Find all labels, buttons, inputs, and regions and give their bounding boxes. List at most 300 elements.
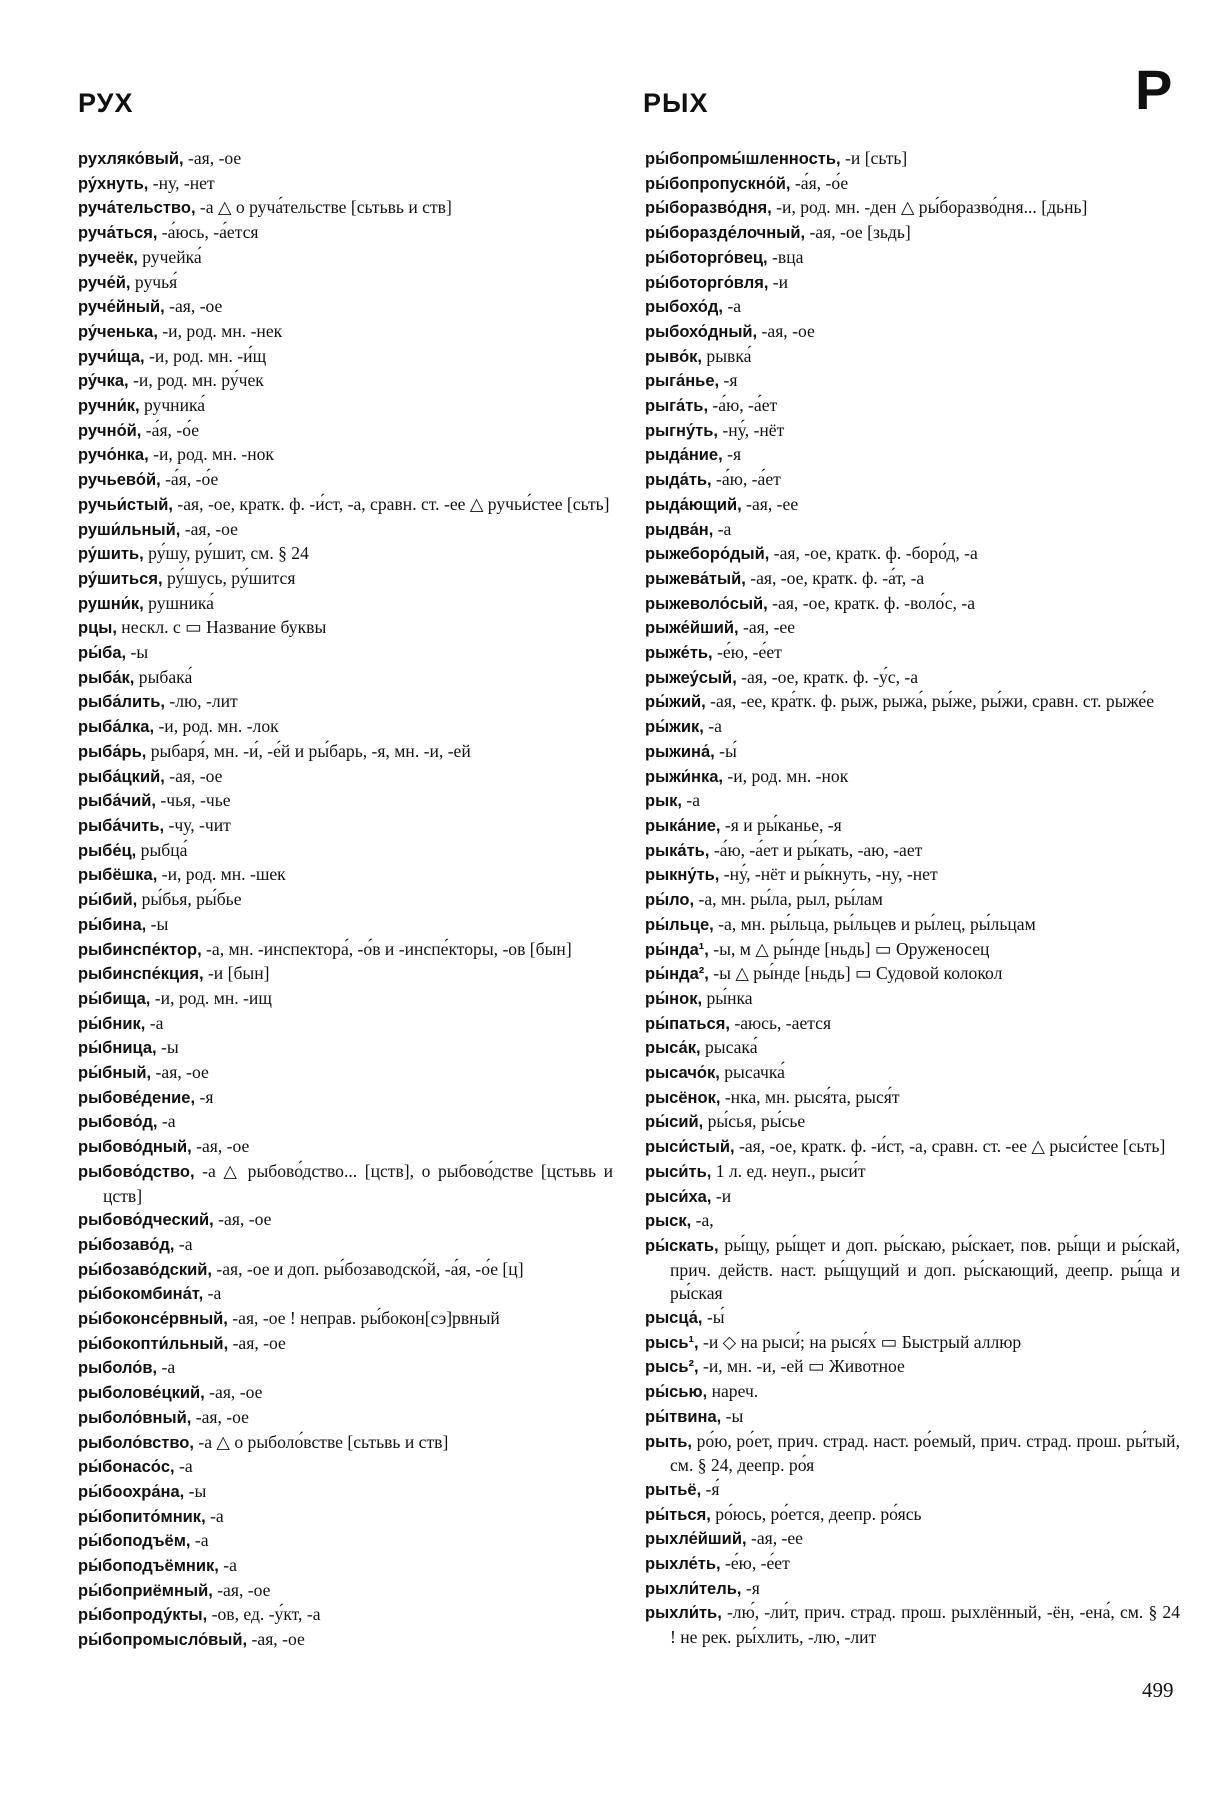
dictionary-entry <box>645 172 1180 197</box>
entry-text: -ну́, -нёт и ры́кнуть, -ну, -нет <box>719 864 938 885</box>
entry-headword: рысь¹, <box>645 1333 699 1352</box>
entry-text: -а <box>682 790 701 811</box>
entry-text: -и <box>711 1185 732 1206</box>
entry-headword: рыда́ющий, <box>645 495 742 514</box>
dictionary-entry <box>645 493 1180 518</box>
dictionary-entry <box>645 740 1180 765</box>
entry-text: -а <box>205 1505 224 1526</box>
entry-headword: ры́бница, <box>78 1039 157 1058</box>
dictionary-entry <box>645 863 1180 888</box>
entry-headword: ры́боторго́вец, <box>645 248 768 267</box>
entry-headword: ры́бий, <box>78 891 138 910</box>
dictionary-entry <box>645 839 1180 864</box>
entry-text: -а <box>157 1111 176 1132</box>
right-column <box>645 147 1185 1650</box>
entry-text: ручья́ <box>130 271 178 292</box>
dictionary-entry <box>78 1579 613 1604</box>
entry-text: -ы <box>126 642 149 663</box>
entry-text: -ая, -ое <box>757 320 815 341</box>
entry-text: рыбца́ <box>136 839 188 860</box>
dictionary-entry <box>645 320 1180 345</box>
entry-text: ручейка́ <box>137 246 202 267</box>
entry-text: -ов, ед. -у́кт, -а <box>207 1604 321 1625</box>
entry-headword: ры́бопромы́шленность, <box>645 150 841 168</box>
entry-text: -я <box>719 370 738 391</box>
entry-text: -ы́ <box>702 1307 725 1328</box>
entry-headword: ручно́й, <box>78 421 142 440</box>
entry-text: рыбаря́, мн. -и́, -е́й и ры́барь, -я, мн. -и, -ей <box>146 740 471 761</box>
entry-text: -ая, -ее <box>738 617 796 638</box>
entry-text: ры́сья, ры́сье <box>703 1111 806 1132</box>
dictionary-entry <box>645 1185 1180 1210</box>
entry-headword: рыба́лка, <box>78 718 155 737</box>
entry-text: -ы <box>156 1037 179 1058</box>
dictionary-entry <box>78 345 613 370</box>
entry-text: -ая, -ое <box>213 1209 272 1230</box>
entry-text: -ая, -ое <box>180 518 238 539</box>
entry-headword: ры́бозаво́д, <box>78 1235 175 1254</box>
dictionary-entry <box>78 592 613 617</box>
entry-headword: рыгну́ть, <box>645 421 718 440</box>
entry-headword: рыбово́дство, <box>78 1162 195 1181</box>
entry-text: -а, мн. ры́льца, ры́льцев и ры́лец, ры́льцам <box>713 913 1036 934</box>
entry-headword: рыболо́в, <box>78 1359 158 1378</box>
dictionary-entry <box>78 938 613 963</box>
entry-headword: ры́боразво́дня, <box>645 199 772 218</box>
entry-text: -ая, -ое <box>247 1629 305 1650</box>
dictionary-entry <box>645 1577 1180 1602</box>
entry-headword: рыси́ть, <box>645 1162 712 1181</box>
entry-text: -ая, -ое <box>212 1579 271 1600</box>
entry-text: -и, род. мн. -нек <box>157 320 283 341</box>
dictionary-entry <box>645 1503 1180 1528</box>
dictionary-entry <box>78 1135 613 1160</box>
entry-text: -а △ о рыболо́встве [сьтьвь и ств] <box>193 1431 449 1452</box>
dictionary-entry <box>78 1505 613 1530</box>
dictionary-entry <box>645 295 1180 320</box>
entry-headword: рыболо́вный, <box>78 1408 192 1427</box>
dictionary-entry <box>78 369 613 394</box>
entry-headword: руши́льный, <box>78 520 181 539</box>
entry-text: ручника́ <box>139 395 206 416</box>
entry-headword: ру́ченька, <box>78 322 158 341</box>
dictionary-entry <box>78 616 613 641</box>
dictionary-entry <box>645 1110 1180 1135</box>
dictionary-entry <box>645 1160 1180 1185</box>
dictionary-entry <box>645 1036 1180 1061</box>
entry-headword: рыда́ние, <box>645 446 723 465</box>
entry-text: -ы <box>184 1480 207 1501</box>
entry-headword: рыба́к, <box>78 668 135 687</box>
dictionary-entry <box>78 1356 613 1381</box>
entry-headword: ры́бокомбина́т, <box>78 1285 204 1304</box>
entry-text: -ая, -ое, кратк. ф. -боро́д, -а <box>769 543 978 564</box>
entry-headword: рык, <box>645 792 683 811</box>
entry-text: -аюсь, -ается <box>729 1012 832 1033</box>
entry-headword: ручни́к, <box>78 397 140 416</box>
dictionary-entry <box>78 1480 613 1505</box>
page-number: 499 <box>1142 1678 1174 1702</box>
entry-headword: рыба́чить, <box>78 816 165 835</box>
dictionary-entry <box>645 789 1180 814</box>
entry-text: -я и ры́канье, -я <box>720 814 842 835</box>
entry-text: -ая, -ое и доп. ры́бозаводско́й, -а́я, -о́е [ц] <box>211 1258 524 1279</box>
dictionary-entry <box>645 394 1180 419</box>
dictionary-entry <box>645 1306 1180 1331</box>
dictionary-entry <box>645 1405 1180 1430</box>
entry-text: -е́ю, -е́ет <box>720 1553 790 1574</box>
section-letter: Р <box>1135 58 1173 121</box>
entry-headword: ры́бища, <box>78 989 151 1008</box>
entry-text: -и, род. мн. -шек <box>157 864 286 885</box>
dictionary-entry <box>78 518 613 543</box>
entry-headword: рыжеволо́сый, <box>645 594 768 613</box>
dictionary-entry <box>78 1529 613 1554</box>
entry-headword: рыкну́ть, <box>645 866 720 885</box>
entry-text: -и, род. мн. -и́щ <box>144 345 267 366</box>
dictionary-entry <box>78 567 613 592</box>
dictionary-entry <box>78 1554 613 1579</box>
dictionary-entry <box>78 542 613 567</box>
entry-headword: рыхле́ть, <box>645 1555 721 1574</box>
dictionary-entry <box>78 320 613 345</box>
dictionary-entry <box>78 765 613 790</box>
entry-headword: ры́бопроду́кты, <box>78 1606 208 1625</box>
entry-headword: ручьи́стый, <box>78 495 173 514</box>
entry-headword: ры́бопромысло́вый, <box>78 1631 248 1650</box>
entry-text: -ая, -ее, кра́тк. ф. рыж, рыжа́, ры́же, ры́жи, сравн. ст. рыже́е <box>705 691 1155 712</box>
entry-headword: ручи́ща, <box>78 347 145 366</box>
entry-text: -и [сьть] <box>840 148 908 168</box>
entry-headword: рыбинспе́ктор, <box>78 940 202 959</box>
entry-text: ро́юсь, ро́ется, деепр. ро́ясь <box>710 1503 922 1524</box>
dictionary-entry <box>78 962 613 987</box>
entry-text: -а, мн. -инспектора́, -о́в и -инспе́кторы, -ов [бын] <box>201 938 572 959</box>
entry-text: -чу, -чит <box>164 814 231 835</box>
entry-headword: рыка́ние, <box>645 816 721 835</box>
dictionary-entry <box>645 1135 1180 1160</box>
dictionary-entry <box>78 1036 613 1061</box>
dictionary-entry <box>645 962 1180 987</box>
entry-headword: ры́боохра́на, <box>78 1482 185 1501</box>
entry-headword: руче́йный, <box>78 298 165 317</box>
entry-headword: рыса́к, <box>645 1039 701 1058</box>
dictionary-entry <box>78 493 613 518</box>
entry-headword: рцы, <box>78 619 117 638</box>
entry-headword: ры́нда², <box>645 965 709 984</box>
entry-text: нескл. с ▭ Название буквы <box>116 617 327 638</box>
entry-headword: рыбове́дение, <box>78 1088 196 1107</box>
dictionary-entry <box>78 1431 613 1456</box>
entry-headword: рыси́стый, <box>645 1138 735 1157</box>
entry-text: -ая, -ее <box>746 1528 803 1549</box>
entry-text: -а <box>703 716 722 737</box>
dictionary-entry <box>78 147 613 172</box>
entry-text: 1 л. ед. неуп., рыси́т <box>711 1160 866 1181</box>
entry-text: -ая, -ое, кратк. ф. -а́т, -а <box>745 567 925 588</box>
entry-headword: рухляко́вый, <box>78 150 184 168</box>
dictionary-entry <box>645 666 1180 691</box>
entry-headword: рыка́ть, <box>645 841 710 860</box>
entry-headword: рыск, <box>645 1212 692 1231</box>
dictionary-entry <box>78 1406 613 1431</box>
entry-headword: ры́бонасо́с, <box>78 1458 175 1477</box>
entry-headword: рыжина́, <box>645 742 715 761</box>
dictionary-entry <box>645 1234 1185 1306</box>
dictionary-entry <box>645 913 1180 938</box>
dictionary-entry <box>645 542 1180 567</box>
dictionary-entry <box>78 1455 613 1480</box>
dictionary-entry <box>78 641 613 666</box>
dictionary-entry <box>78 1233 613 1258</box>
dictionary-entry <box>645 345 1180 370</box>
entry-text: -а́ю, -а́ет <box>711 469 781 490</box>
dictionary-entry <box>78 443 613 468</box>
entry-text: рушника́ <box>143 592 214 613</box>
dictionary-entry <box>78 715 613 740</box>
entry-headword: ры́паться, <box>645 1014 730 1033</box>
entry-headword: рысачо́к, <box>645 1064 720 1083</box>
dictionary-entry <box>645 1430 1185 1478</box>
entry-text: -ну́, -нёт <box>718 419 785 440</box>
entry-text: -ая, -ое <box>164 765 223 786</box>
entry-headword: рысёнок, <box>645 1088 721 1107</box>
left-column <box>78 147 618 1653</box>
entry-headword: рушни́к, <box>78 594 144 613</box>
entry-text: -а́я, -о́е <box>141 419 200 440</box>
dictionary-entry <box>645 443 1180 468</box>
entry-headword: рыхли́ть, <box>645 1604 722 1623</box>
entry-text: -нка, мн. рыся́та, рыся́т <box>720 1086 900 1107</box>
entry-text: -ая, -ое, кратк. ф. -воло́с, -а <box>767 592 976 613</box>
dictionary-entry <box>78 1381 613 1406</box>
entry-headword: ры́нда¹, <box>645 940 709 959</box>
entry-headword: ры́бник, <box>78 1014 146 1033</box>
entry-text: ры́бья, ры́бье <box>137 889 242 910</box>
dictionary-entry <box>645 419 1180 444</box>
entry-headword: рыбово́дный, <box>78 1138 192 1157</box>
entry-headword: ры́бина, <box>78 915 147 934</box>
entry-headword: рысь², <box>645 1358 699 1377</box>
entry-text: -и ◇ на рыси́; на рыся́х ▭ Быстрый аллюр <box>698 1331 1022 1352</box>
entry-headword: рыда́ть, <box>645 471 712 490</box>
entry-text: -и [бын] <box>203 963 270 984</box>
entry-text: -я <box>722 444 742 465</box>
entry-headword: ры́жик, <box>645 718 704 737</box>
entry-text: -а <box>145 1012 164 1033</box>
entry-headword: руча́ться, <box>78 224 158 243</box>
entry-text: -а △ о руча́тельстве [сьтьвь и ств] <box>195 197 452 218</box>
running-head-right: РЫХ <box>643 88 709 118</box>
entry-headword: рыболо́вство, <box>78 1433 194 1452</box>
dictionary-entry <box>78 1110 613 1135</box>
entry-text: -ая, -ое <box>183 148 242 168</box>
entry-text: рысака́ <box>700 1037 758 1058</box>
entry-text: -вца <box>767 246 804 267</box>
entry-headword: рыбово́д, <box>78 1113 158 1132</box>
dictionary-entry <box>645 592 1180 617</box>
entry-text: -лю, -лит <box>164 691 238 712</box>
entry-text: -а <box>218 1555 237 1576</box>
entry-headword: рыжи́нка, <box>645 767 723 786</box>
dictionary-entry <box>78 394 613 419</box>
entry-text: -ая, -ое <box>228 1332 286 1353</box>
entry-headword: рысца́, <box>645 1309 703 1328</box>
entry-headword: ры́бокопти́льный, <box>78 1334 229 1353</box>
entry-headword: ры́сий, <box>645 1113 704 1132</box>
entry-text: ро́ю, ро́ет, прич. страд. наст. ро́емый, прич. страд. прош. ры́тый, см. § 24, деепр. ро́я <box>670 1430 1185 1476</box>
entry-headword: ру́чка, <box>78 372 129 391</box>
entry-text: -ы △ ры́нде [ньдь] ▭ Судовой колокол <box>708 963 1003 984</box>
dictionary-entry <box>78 1282 613 1307</box>
dictionary-entry <box>645 1209 1180 1234</box>
entry-text: -ая, -ое <box>191 1136 250 1157</box>
entry-headword: рыжеу́сый, <box>645 668 737 687</box>
entry-text: рыбака́ <box>134 666 193 687</box>
dictionary-entry <box>78 1332 613 1357</box>
dictionary-entry <box>78 1258 613 1283</box>
entry-text: -а <box>722 296 742 317</box>
entry-text: -я <box>741 1577 760 1598</box>
entry-text: -я́ <box>701 1478 720 1499</box>
entry-headword: рыжева́тый, <box>645 569 746 588</box>
dictionary-entry <box>78 221 613 246</box>
dictionary-entry <box>645 567 1180 592</box>
entry-headword: ры́нок, <box>645 989 703 1008</box>
dictionary-entry <box>645 196 1180 221</box>
entry-headword: рыба́лить, <box>78 693 165 712</box>
entry-headword: рыбе́ц, <box>78 841 137 860</box>
entry-text: -и, мн. -и, -ей ▭ Животное <box>698 1356 905 1377</box>
entry-text: -а́юсь, -а́ется <box>157 222 259 243</box>
dictionary-entry <box>78 295 613 320</box>
entry-headword: рыво́к, <box>645 347 703 366</box>
dictionary-entry <box>78 1603 613 1628</box>
dictionary-entry <box>78 271 613 296</box>
entry-headword: рыбохо́д, <box>645 298 723 317</box>
entry-text: -ну, -нет <box>148 172 215 193</box>
entry-headword: ры́ба, <box>78 644 127 663</box>
entry-text: -ая, -ое <box>204 1382 263 1403</box>
entry-headword: ры́льце, <box>645 915 714 934</box>
entry-headword: рыболове́цкий, <box>78 1384 205 1403</box>
dictionary-entry <box>78 1061 613 1086</box>
entry-headword: рыдва́н, <box>645 520 714 539</box>
dictionary-entry <box>645 1380 1180 1405</box>
entry-headword: рыть, <box>645 1432 692 1451</box>
entry-headword: ры́жий, <box>645 693 706 712</box>
entry-text: ры́щу, ры́щет и доп. ры́скаю, ры́скает, пов. ры́щи и ры́скай, прич. действ. наст. ры́щущий и доп. ры́скающий, деепр. ры́ща и ры́ская <box>670 1234 1185 1304</box>
entry-headword: рыхле́йший, <box>645 1530 747 1549</box>
entry-text: -а́ю, -а́ет и ры́кать, -аю, -ает <box>709 839 923 860</box>
entry-text: ры́нка <box>702 987 753 1008</box>
dictionary-entry <box>78 839 613 864</box>
entry-text: -чья, -чье <box>156 790 231 811</box>
dictionary-entry <box>78 419 613 444</box>
entry-text: -а <box>713 518 732 539</box>
entry-text: -а <box>157 1357 176 1378</box>
entry-text: -а, <box>691 1210 714 1231</box>
entry-headword: рыхли́тель, <box>645 1579 742 1598</box>
entry-headword: рытьё, <box>645 1480 702 1499</box>
entry-headword: ры́боторго́вля, <box>645 273 769 292</box>
dictionary-entry <box>78 1086 613 1111</box>
entry-text: -ы́ <box>714 740 737 761</box>
entry-text: ру́шусь, ру́шится <box>162 567 296 588</box>
dictionary-entry <box>645 246 1180 271</box>
entry-headword: ры́скать, <box>645 1236 719 1255</box>
entry-text: -и, род. мн. ру́чек <box>128 370 264 391</box>
entry-headword: ры́бозаво́дский, <box>78 1260 212 1279</box>
entry-text: -и, род. мн. -ищ <box>150 987 272 1008</box>
dictionary-entry <box>78 1160 618 1208</box>
entry-text: -и <box>768 271 789 292</box>
dictionary-entry <box>78 1012 613 1037</box>
dictionary-entry <box>645 814 1180 839</box>
entry-headword: рыжеборо́дый, <box>645 545 770 564</box>
entry-text: -лю́, -ли́т, прич. страд. прош. рыхлённый, -ён, -ена́, см. § 24 ! не рек. ры́хлить, -лю, -лит <box>670 1602 1185 1648</box>
dictionary-entry <box>645 938 1180 963</box>
entry-headword: рыга́нье, <box>645 372 720 391</box>
entry-headword: рыга́ть, <box>645 397 709 416</box>
dictionary-entry <box>78 172 613 197</box>
dictionary-entry <box>645 1331 1180 1356</box>
dictionary-entry <box>645 765 1180 790</box>
dictionary-entry <box>645 1527 1180 1552</box>
entry-text: -ая, -ое <box>164 296 223 317</box>
entry-text: -ы, м △ ры́нде [ньдь] ▭ Оруженосец <box>708 938 990 959</box>
entry-text: -ы <box>146 913 169 934</box>
entry-text: -а △ рыбово́дство... [цств], о рыбово́дстве [цстьвь и цств] <box>103 1160 618 1206</box>
dictionary-entry <box>78 690 613 715</box>
entry-text: -а, мн. ры́ла, рыл, ры́лам <box>694 889 883 910</box>
entry-text: рывка́ <box>702 345 752 366</box>
dictionary-entry <box>78 789 613 814</box>
entry-text: -а <box>174 1456 193 1477</box>
entry-text: -ая, -ое <box>151 1062 209 1083</box>
running-head-left: РУХ <box>78 88 134 118</box>
entry-headword: ры́бопито́мник, <box>78 1507 206 1526</box>
dictionary-entry <box>78 913 613 938</box>
entry-text: -ая, -ое [зьдь] <box>805 222 911 243</box>
entry-text: нареч. <box>707 1381 759 1402</box>
dictionary-entry <box>78 468 613 493</box>
entry-headword: ры́сью, <box>645 1383 708 1402</box>
entry-headword: ры́ться, <box>645 1505 711 1524</box>
dictionary-entry <box>645 616 1180 641</box>
entry-headword: рыси́ха, <box>645 1187 712 1206</box>
dictionary-entry <box>645 987 1180 1012</box>
dictionary-entry <box>645 1478 1180 1503</box>
entry-text: -а́я, -о́е <box>790 172 849 193</box>
entry-headword: ру́хнуть, <box>78 174 149 193</box>
entry-text: рысачка́ <box>719 1062 785 1083</box>
entry-headword: руче́й, <box>78 273 131 292</box>
entry-headword: рыба́рь, <box>78 742 147 761</box>
dictionary-entry <box>78 987 613 1012</box>
entry-headword: рыбохо́дный, <box>645 322 758 341</box>
dictionary-entry <box>645 1601 1185 1649</box>
entry-text: -ая, -ое, кратк. ф. -у́с, -а <box>736 666 919 687</box>
dictionary-entry <box>78 1628 613 1653</box>
entry-text: -е́ю, -е́ет <box>712 642 782 663</box>
entry-headword: рыба́цкий, <box>78 767 165 786</box>
entry-text: -а <box>203 1283 222 1304</box>
dictionary-entry <box>645 271 1180 296</box>
dictionary-entry <box>78 246 613 271</box>
entry-text: -а́ю, -а́ет <box>708 395 778 416</box>
entry-text: -а <box>190 1530 209 1551</box>
